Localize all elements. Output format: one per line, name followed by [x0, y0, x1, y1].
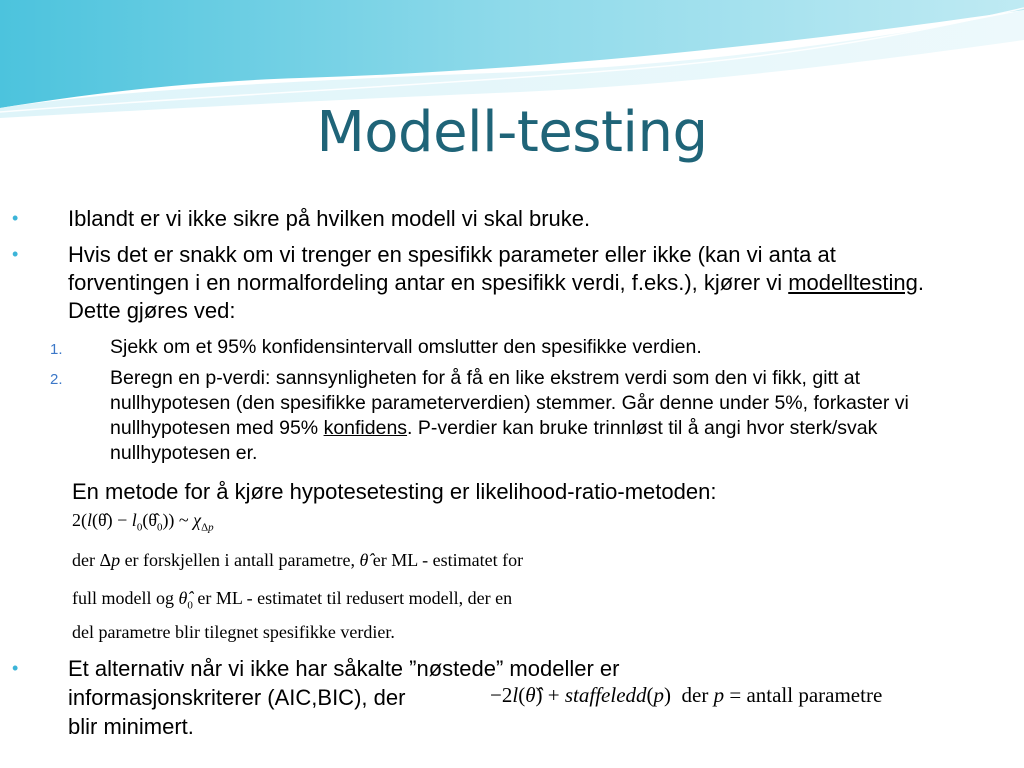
formula-line-1-mid: er forskjellen i antall parametre,	[124, 550, 355, 570]
formula-line-2-pre: full modell og	[72, 588, 174, 608]
numbered-marker-1: 1.	[50, 341, 63, 358]
numbered-item-2-text: Beregn en p-verdi: sannsynligheten for å få en like ekstrem verdi som den vi fikk, gitt at nullhypotesen (den spesifikke parameterverdien) stemmer. Går denne under 5%, forkaster vi nullhypotesen med 95%	[110, 367, 909, 439]
modelltesting-link[interactable]: modelltesting	[788, 270, 918, 295]
bullet-2	[68, 241, 958, 325]
bullet-1: Iblandt er vi ikke sikre på hvilken modell vi skal bruke.	[68, 206, 591, 231]
konfidens-link[interactable]: konfidens	[323, 417, 408, 439]
formula-line-1-pre: der	[72, 550, 95, 570]
likelihood-intro: En metode for å kjøre hypotesetesting er likelihood-ratio-metoden:	[72, 479, 717, 504]
bullet-3-line-1: Et alternativ når vi ikke har såkalte ”nøstede” modeller er	[68, 656, 620, 681]
formula-der: der	[681, 683, 709, 707]
bullet-dot-icon: •	[12, 244, 19, 264]
formula-tail: antall parametre	[746, 683, 883, 707]
numbered-item-2	[110, 366, 970, 466]
formula-term: staffeledd	[564, 683, 647, 707]
likelihood-ratio-formula: 2(l(θ̂) − $l_0(\thetâ_0)$) ~ $\chi_{\Delta p}$	[72, 510, 214, 534]
numbered-marker-2: 2.	[50, 371, 63, 388]
formula-explanation-line-1: der Δp er forskjellen i antall parametre, θ̂ er ML - estimatet for	[72, 550, 524, 570]
numbered-item-1: Sjekk om et 95% konfidensintervall omslutter den spesifikke verdien.	[110, 336, 702, 358]
numbered-item-2-tail: . P-verdier kan bruke trinnløst til å angi hvor sterk/svak nullhypotesen er.	[110, 417, 878, 464]
bullet-dot-icon: •	[12, 208, 19, 228]
information-criterion-formula: −2l(θ̂) + staffeledd(p) der p = antall parametre	[490, 683, 883, 707]
formula-line-1-post: er ML - estimatet for	[372, 550, 524, 570]
bullet-3-line-3: blir minimert.	[68, 714, 194, 739]
slide-title: Modell-testing	[316, 100, 708, 165]
formula-explanation-line-2: full modell og $\thetâ_0$ er ML - estimatet til redusert modell, der en	[72, 588, 513, 612]
bullet-2-tail: . Dette gjøres ved:	[68, 270, 924, 323]
bullet-dot-icon: •	[12, 658, 19, 678]
bullet-3-line-2: informasjonskriterer (AIC,BIC), der	[68, 685, 406, 710]
formula-explanation-line-3: del parametre blir tilegnet spesifikke verdier.	[72, 622, 395, 642]
formula-line-2-post: er ML - estimatet til redusert modell, der en	[197, 588, 513, 608]
bullet-2-text: Hvis det er snakk om vi trenger en spesifikk parameter eller ikke (kan vi anta at forventingen i en normalfordeling antar en spesifikk verdi, f.eks.), kjører vi	[68, 242, 836, 295]
